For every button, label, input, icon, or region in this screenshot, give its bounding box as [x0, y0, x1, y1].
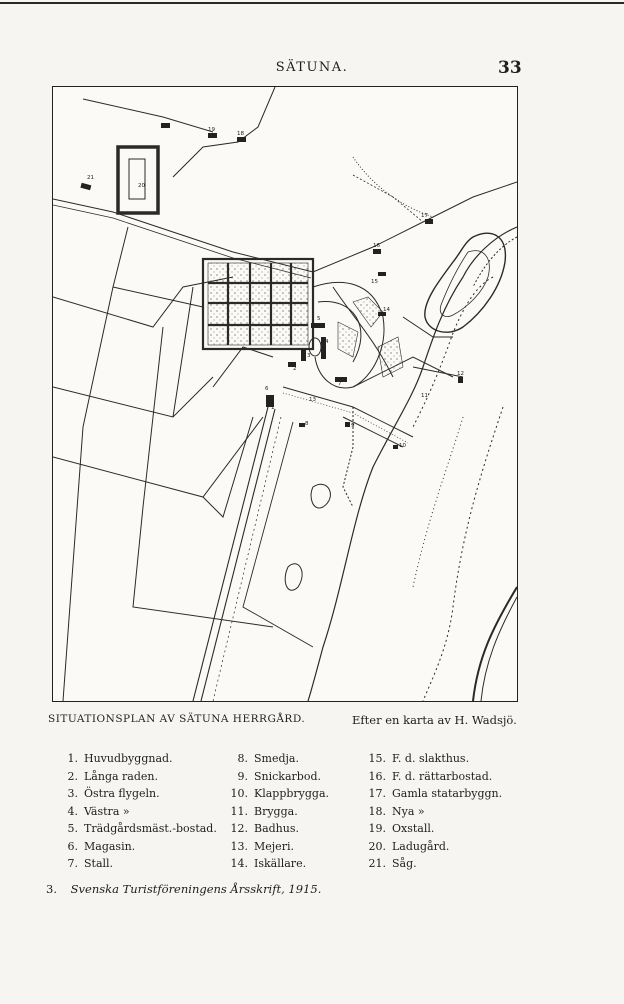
- legend-number: 12.: [230, 822, 248, 835]
- map-label-5: 5: [317, 316, 321, 322]
- footnote-title: Svenska Turistföreningens Årsskrift, 1915.: [70, 882, 322, 896]
- map-label-16: 16: [373, 243, 380, 249]
- legend-number: 13.: [230, 839, 248, 853]
- legend-number: 19.: [368, 822, 386, 835]
- page-number: 33: [498, 58, 522, 78]
- legend-label: Långa raden.: [84, 769, 158, 783]
- legend-item: [358, 855, 502, 873]
- map-label-13: 13: [309, 397, 316, 403]
- legend-item: [56, 785, 217, 803]
- legend-item: [222, 785, 329, 803]
- legend-number: 16.: [368, 769, 386, 783]
- legend-item: [56, 768, 217, 786]
- legend-item: [56, 838, 217, 856]
- map-label-2: 2: [293, 366, 297, 372]
- avenue-south: [193, 407, 268, 701]
- map-label-14: 14: [383, 307, 390, 313]
- pond: [309, 338, 321, 356]
- walled-garden: [118, 147, 158, 213]
- map-caption-credit: Efter en karta av H. Wadsjö.: [352, 713, 517, 727]
- woods-edge: [353, 157, 433, 217]
- legend-label: Mejeri.: [254, 839, 294, 853]
- legend-column-2: [222, 750, 329, 873]
- legend-item: [222, 803, 329, 821]
- legend-number: 3.: [67, 787, 78, 800]
- map-label-1: 1: [271, 405, 275, 411]
- legend-item: [358, 785, 502, 803]
- pond-south: [285, 564, 302, 590]
- legend-label: Såg.: [392, 857, 417, 870]
- legend-item: [358, 768, 502, 786]
- legend-label: Huvudbyggnad.: [84, 752, 173, 765]
- map-label-7: 7: [338, 381, 342, 387]
- legend-label: F. d. rättarbostad.: [392, 769, 493, 783]
- legend-number: 21.: [368, 857, 386, 870]
- legend-number: 4.: [67, 804, 78, 818]
- top-rule: [0, 2, 624, 4]
- legend-label: Gamla statarbyggn.: [392, 787, 503, 800]
- legend-number: 14.: [230, 857, 248, 870]
- map-label-4: 4: [325, 339, 329, 345]
- map-label-19: 19: [208, 127, 215, 133]
- map-label-8: 8: [305, 421, 309, 427]
- legend-number: 8.: [237, 752, 248, 765]
- field-line: [83, 227, 128, 427]
- site-plan-map: [52, 86, 518, 702]
- map-label-11: 11: [421, 393, 428, 399]
- legend-label: Magasin.: [84, 839, 136, 853]
- map-label-20: 20: [138, 183, 145, 189]
- legend-label: Trädgårdsmäst.-bostad.: [84, 822, 217, 835]
- map-label-21: 21: [87, 175, 94, 181]
- legend-label: Oxstall.: [392, 822, 435, 835]
- legend-item: [358, 838, 502, 856]
- map-drawing: [53, 87, 517, 701]
- legend-item: [222, 855, 329, 873]
- running-title: SÄTUNA.: [275, 60, 349, 75]
- legend-number: 6.: [67, 839, 78, 853]
- map-label-9: 9: [351, 423, 355, 429]
- map-label-12: 12: [457, 371, 464, 377]
- legend-item: [56, 855, 217, 873]
- map-label-18: 18: [237, 131, 244, 137]
- island: [425, 233, 506, 332]
- legend-item: [358, 820, 502, 838]
- map-label-6: 6: [265, 386, 269, 392]
- legend-item: [222, 768, 329, 786]
- legend-number: 20.: [368, 839, 386, 853]
- legend-item: [222, 750, 329, 768]
- legend-number: 17.: [368, 787, 386, 800]
- legend-label: F. d. slakthus.: [392, 752, 470, 765]
- legend-label: Iskällare.: [254, 857, 307, 870]
- legend-label: Snickarbod.: [254, 769, 321, 783]
- map-label-10: 10: [399, 443, 406, 449]
- map-label-15: 15: [371, 279, 378, 285]
- legend-label: Klappbrygga.: [254, 787, 330, 800]
- legend-label: Brygga.: [254, 804, 298, 818]
- footnote: [46, 882, 321, 896]
- legend-column-1: [56, 750, 217, 873]
- legend-label: Stall.: [84, 857, 114, 870]
- legend-item: [358, 750, 502, 768]
- legend-number: 11.: [230, 804, 248, 818]
- road-northeast: [173, 87, 275, 177]
- legend-number: 10.: [230, 787, 248, 800]
- legend-label: Nya »: [392, 804, 425, 818]
- legend-number: 9.: [237, 769, 248, 783]
- legend-number: 1.: [67, 752, 78, 765]
- legend-label: Östra flygeln.: [84, 787, 160, 800]
- map-label-3: 3: [307, 353, 311, 359]
- legend-item: [56, 803, 217, 821]
- legend-item: [358, 803, 502, 821]
- road-north: [83, 99, 213, 132]
- legend-label: Badhus.: [254, 822, 299, 835]
- legend-number: 18.: [368, 804, 386, 818]
- lake-shore: [308, 227, 517, 701]
- map-label-17: 17: [421, 213, 428, 219]
- legend-column-3: [358, 750, 502, 873]
- legend-item: [222, 838, 329, 856]
- legend-item: [56, 820, 217, 838]
- legend-number: 5.: [67, 822, 78, 835]
- legend-label: Smedja.: [254, 752, 299, 765]
- map-caption-title: SITUATIONSPLAN AV SÄTUNA HERRGÅRD.: [48, 713, 306, 725]
- legend-label: Västra »: [84, 804, 130, 818]
- legend-item: [56, 750, 217, 768]
- legend-number: 2.: [67, 769, 78, 783]
- footnote-number: 3.: [46, 882, 57, 896]
- legend-number: 15.: [368, 752, 386, 765]
- legend-item: [222, 820, 329, 838]
- legend-label: Ladugård.: [392, 839, 450, 853]
- legend-number: 7.: [67, 857, 78, 870]
